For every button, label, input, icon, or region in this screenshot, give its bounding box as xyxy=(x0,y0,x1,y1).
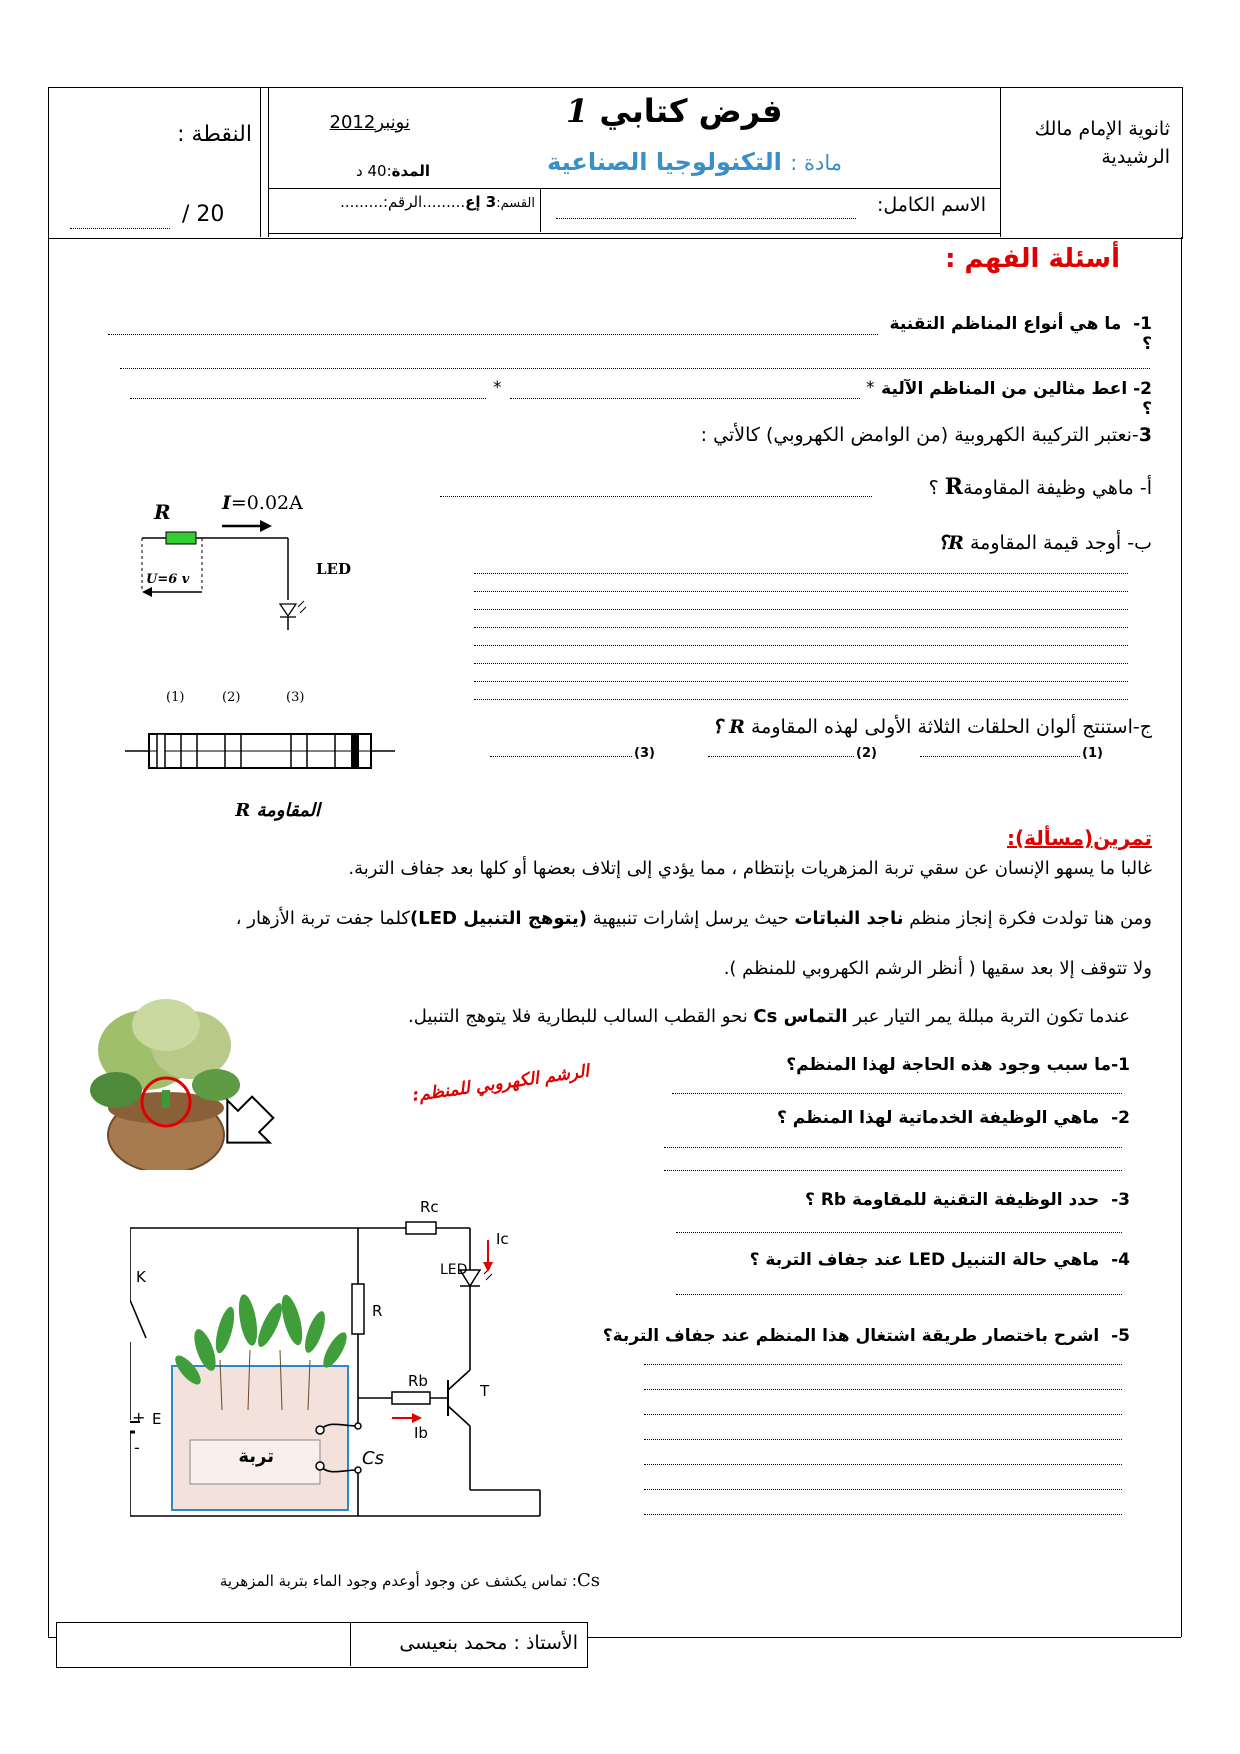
exam-title-number: 1 xyxy=(566,92,589,130)
question-3: 3-نعتبر التركيبة الكهروبية (من الوامض الكهروبي) كالأتي : xyxy=(700,424,1152,446)
resistor-r xyxy=(352,1284,364,1334)
exam-title: فرض كتابي 1 xyxy=(566,92,783,130)
answer-1-line-1[interactable] xyxy=(108,334,878,335)
answer-3b-line-7[interactable] xyxy=(474,681,1128,682)
grade-label: النقطة : xyxy=(177,122,252,147)
answer-3b-line-5[interactable] xyxy=(474,645,1128,646)
label-plus: + xyxy=(132,1408,146,1427)
answer-ring-3[interactable] xyxy=(490,756,632,757)
circuit1-voltage-label: U=6 v xyxy=(146,572,190,587)
answer-ring-1[interactable] xyxy=(920,756,1080,757)
exercise-answer-5-line-7[interactable] xyxy=(644,1514,1122,1515)
exercise-question-2: 2- ماهي الوظيفة الخدماتية لهذا المنظم ؟ xyxy=(777,1108,1130,1128)
circuit1-r-label: R xyxy=(154,500,171,524)
exercise-paragraph-4: عندما تكون التربة مبللة يمر التيار عبر التماس Cs نحو القطب السالب للبطارية فلا يتوهج التنبيل. xyxy=(407,1006,1130,1027)
circuit1-led-label: LED xyxy=(316,560,351,578)
answer-3b-line-3[interactable] xyxy=(474,609,1128,610)
school-name: ثانوية الإمام مالك الرشيدية xyxy=(1034,118,1170,168)
label-ic: Ic xyxy=(496,1230,509,1248)
ring-index-3: (3) xyxy=(286,690,305,705)
question-2: 2- اعط مثالين من المناظم الآلية ؟ xyxy=(881,379,1152,419)
ring-band-tolerance xyxy=(351,734,359,768)
label-ib: Ib xyxy=(414,1424,428,1442)
answer-3b-line-4[interactable] xyxy=(474,627,1128,628)
label-rb: Rb xyxy=(408,1372,428,1390)
exercise-answer-5-line-4[interactable] xyxy=(644,1439,1122,1440)
resistor-caption: المقاومة R xyxy=(235,800,320,821)
ring-index-2: (2) xyxy=(222,690,241,705)
exercise-answer-3[interactable] xyxy=(676,1232,1122,1233)
question-1: 1- ما هي أنواع المناظم التقنية ؟ xyxy=(889,314,1152,354)
resistor-rb xyxy=(392,1392,430,1404)
label-led: LED xyxy=(440,1262,468,1278)
label-k: K xyxy=(136,1268,146,1286)
answer-3b-line-1[interactable] xyxy=(474,573,1128,574)
answer-2-line-1[interactable] xyxy=(510,398,860,399)
answer-2-line-2[interactable] xyxy=(130,398,486,399)
answer-1-line-2[interactable] xyxy=(120,368,1150,369)
exam-duration: المدة:40 د xyxy=(356,162,430,180)
question-3a: أ- ماهي وظيفة المقاومةR ؟ xyxy=(928,474,1152,500)
section1-title: أسئلة الفهم : xyxy=(945,244,1120,274)
ring-index-1: (1) xyxy=(166,690,185,705)
question-3c: ج-استنتج ألوان الحلقات الثلاثة الأولى لهذه المقاومة R ؟ xyxy=(712,716,1152,738)
exercise-answer-5-line-2[interactable] xyxy=(644,1389,1122,1390)
info-box-divider xyxy=(540,188,541,232)
exercise-answer-1[interactable] xyxy=(672,1093,1122,1094)
circuit2-heading: الرشم الكهروبي للمنظم: xyxy=(411,1061,591,1106)
answer-3b-line-2[interactable] xyxy=(474,591,1128,592)
resistor-r-symbol xyxy=(166,532,196,544)
fullname-label: الاسم الكامل: xyxy=(876,194,986,216)
exercise-answer-5-line-5[interactable] xyxy=(644,1464,1122,1465)
exercise-paragraph-1: غالبا ما يسهو الإنسان عن سقي تربة المزهريات بإنتظام ، مما يؤدي إلى إتلاف بعضها أو كلها بعد جفاف التربة. xyxy=(348,858,1152,879)
ring-band-1 xyxy=(157,734,165,768)
fullname-field[interactable] xyxy=(556,218,856,219)
exercise-answer-5-line-6[interactable] xyxy=(644,1489,1122,1490)
header-divider-left xyxy=(260,87,261,237)
label-r: R xyxy=(372,1302,383,1320)
exercise-question-5: 5- اشرح باختصار طريقة اشتغال هذا المنظم عند جفاف التربة؟ xyxy=(602,1326,1130,1346)
grade-dots xyxy=(70,228,170,229)
exercise-question-3: 3- حدد الوظيفة التقنية للمقاومة Rb ؟ xyxy=(805,1190,1130,1210)
ring-label-3: (3) xyxy=(634,746,655,761)
exercise-title: تمرين(مسألة): xyxy=(1006,826,1152,850)
answer-ring-2[interactable] xyxy=(708,756,854,757)
answer-3a[interactable] xyxy=(440,496,872,497)
teacher-box-divider xyxy=(350,1622,351,1666)
exercise-answer-2-line-2[interactable] xyxy=(664,1170,1122,1171)
exercise-paragraph-2: ومن هنا تولدت فكرة إنجاز منظم ناجد النباتات حيث يرسل إشارات تنبيهية (يتوهج التنبيل LED)كلما جفت تربة الأزهار ، xyxy=(235,908,1152,929)
regulator-circuit-diagram xyxy=(130,1170,550,1520)
label-minus: - xyxy=(134,1438,140,1457)
exercise-question-1: 1-ما سبب وجود هذه الحاجة لهذا المنظم؟ xyxy=(786,1055,1130,1075)
star-1: * xyxy=(493,378,502,398)
question-3b: ب- أوجد قيمة المقاومة R؟ xyxy=(938,532,1152,554)
circuit1-current-label: I=0.02A xyxy=(222,492,303,514)
soil-pot xyxy=(172,1366,348,1510)
contact-cs-top xyxy=(316,1426,324,1434)
page-right-border xyxy=(1181,237,1182,1637)
label-e: E xyxy=(152,1410,162,1428)
ring-label-2: (2) xyxy=(856,746,877,761)
exercise-answer-5-line-1[interactable] xyxy=(644,1364,1122,1365)
cs-note: Cs: تماس يكشف عن وجود أوعدم وجود الماء بتربة المزهرية xyxy=(219,1570,600,1591)
grade-total: / 20 xyxy=(182,202,225,227)
exercise-paragraph-3: ولا تتوقف إلا بعد سقيها ( أنظر الرشم الكهروبي للمنظم ). xyxy=(723,958,1152,979)
answer-3b-line-8[interactable] xyxy=(474,699,1128,700)
answer-3b-line-6[interactable] xyxy=(474,663,1128,664)
page-left-border xyxy=(48,237,49,1637)
exercise-answer-4[interactable] xyxy=(676,1294,1122,1295)
contact-cs-bottom xyxy=(316,1462,324,1470)
resistor-rc xyxy=(406,1222,436,1234)
exercise-answer-5-line-3[interactable] xyxy=(644,1414,1122,1415)
exercise-question-4: 4- ماهي حالة التنبيل LED عند جفاف التربة ؟ xyxy=(749,1250,1130,1270)
led-symbol xyxy=(280,604,296,616)
label-t: T xyxy=(480,1382,490,1400)
exercise-answer-2-line-1[interactable] xyxy=(664,1147,1122,1148)
color-ring-resistor xyxy=(125,728,395,774)
teacher-name: الأستاذ : محمد بنعيسى xyxy=(399,1632,578,1654)
label-rc: Rc xyxy=(420,1198,439,1216)
class-field: القسم:3 إع.........الرقم:......... xyxy=(340,193,535,211)
exam-date: نونبر2012 xyxy=(329,112,410,133)
arrow-icon xyxy=(210,1090,280,1160)
ring-label-1: (1) xyxy=(1082,746,1103,761)
label-cs: Cs xyxy=(362,1448,384,1469)
subject-line: مادة : التكنولوجيا الصناعية xyxy=(547,148,842,176)
star-2: * xyxy=(866,378,875,398)
label-soil: تربة xyxy=(238,1446,274,1467)
